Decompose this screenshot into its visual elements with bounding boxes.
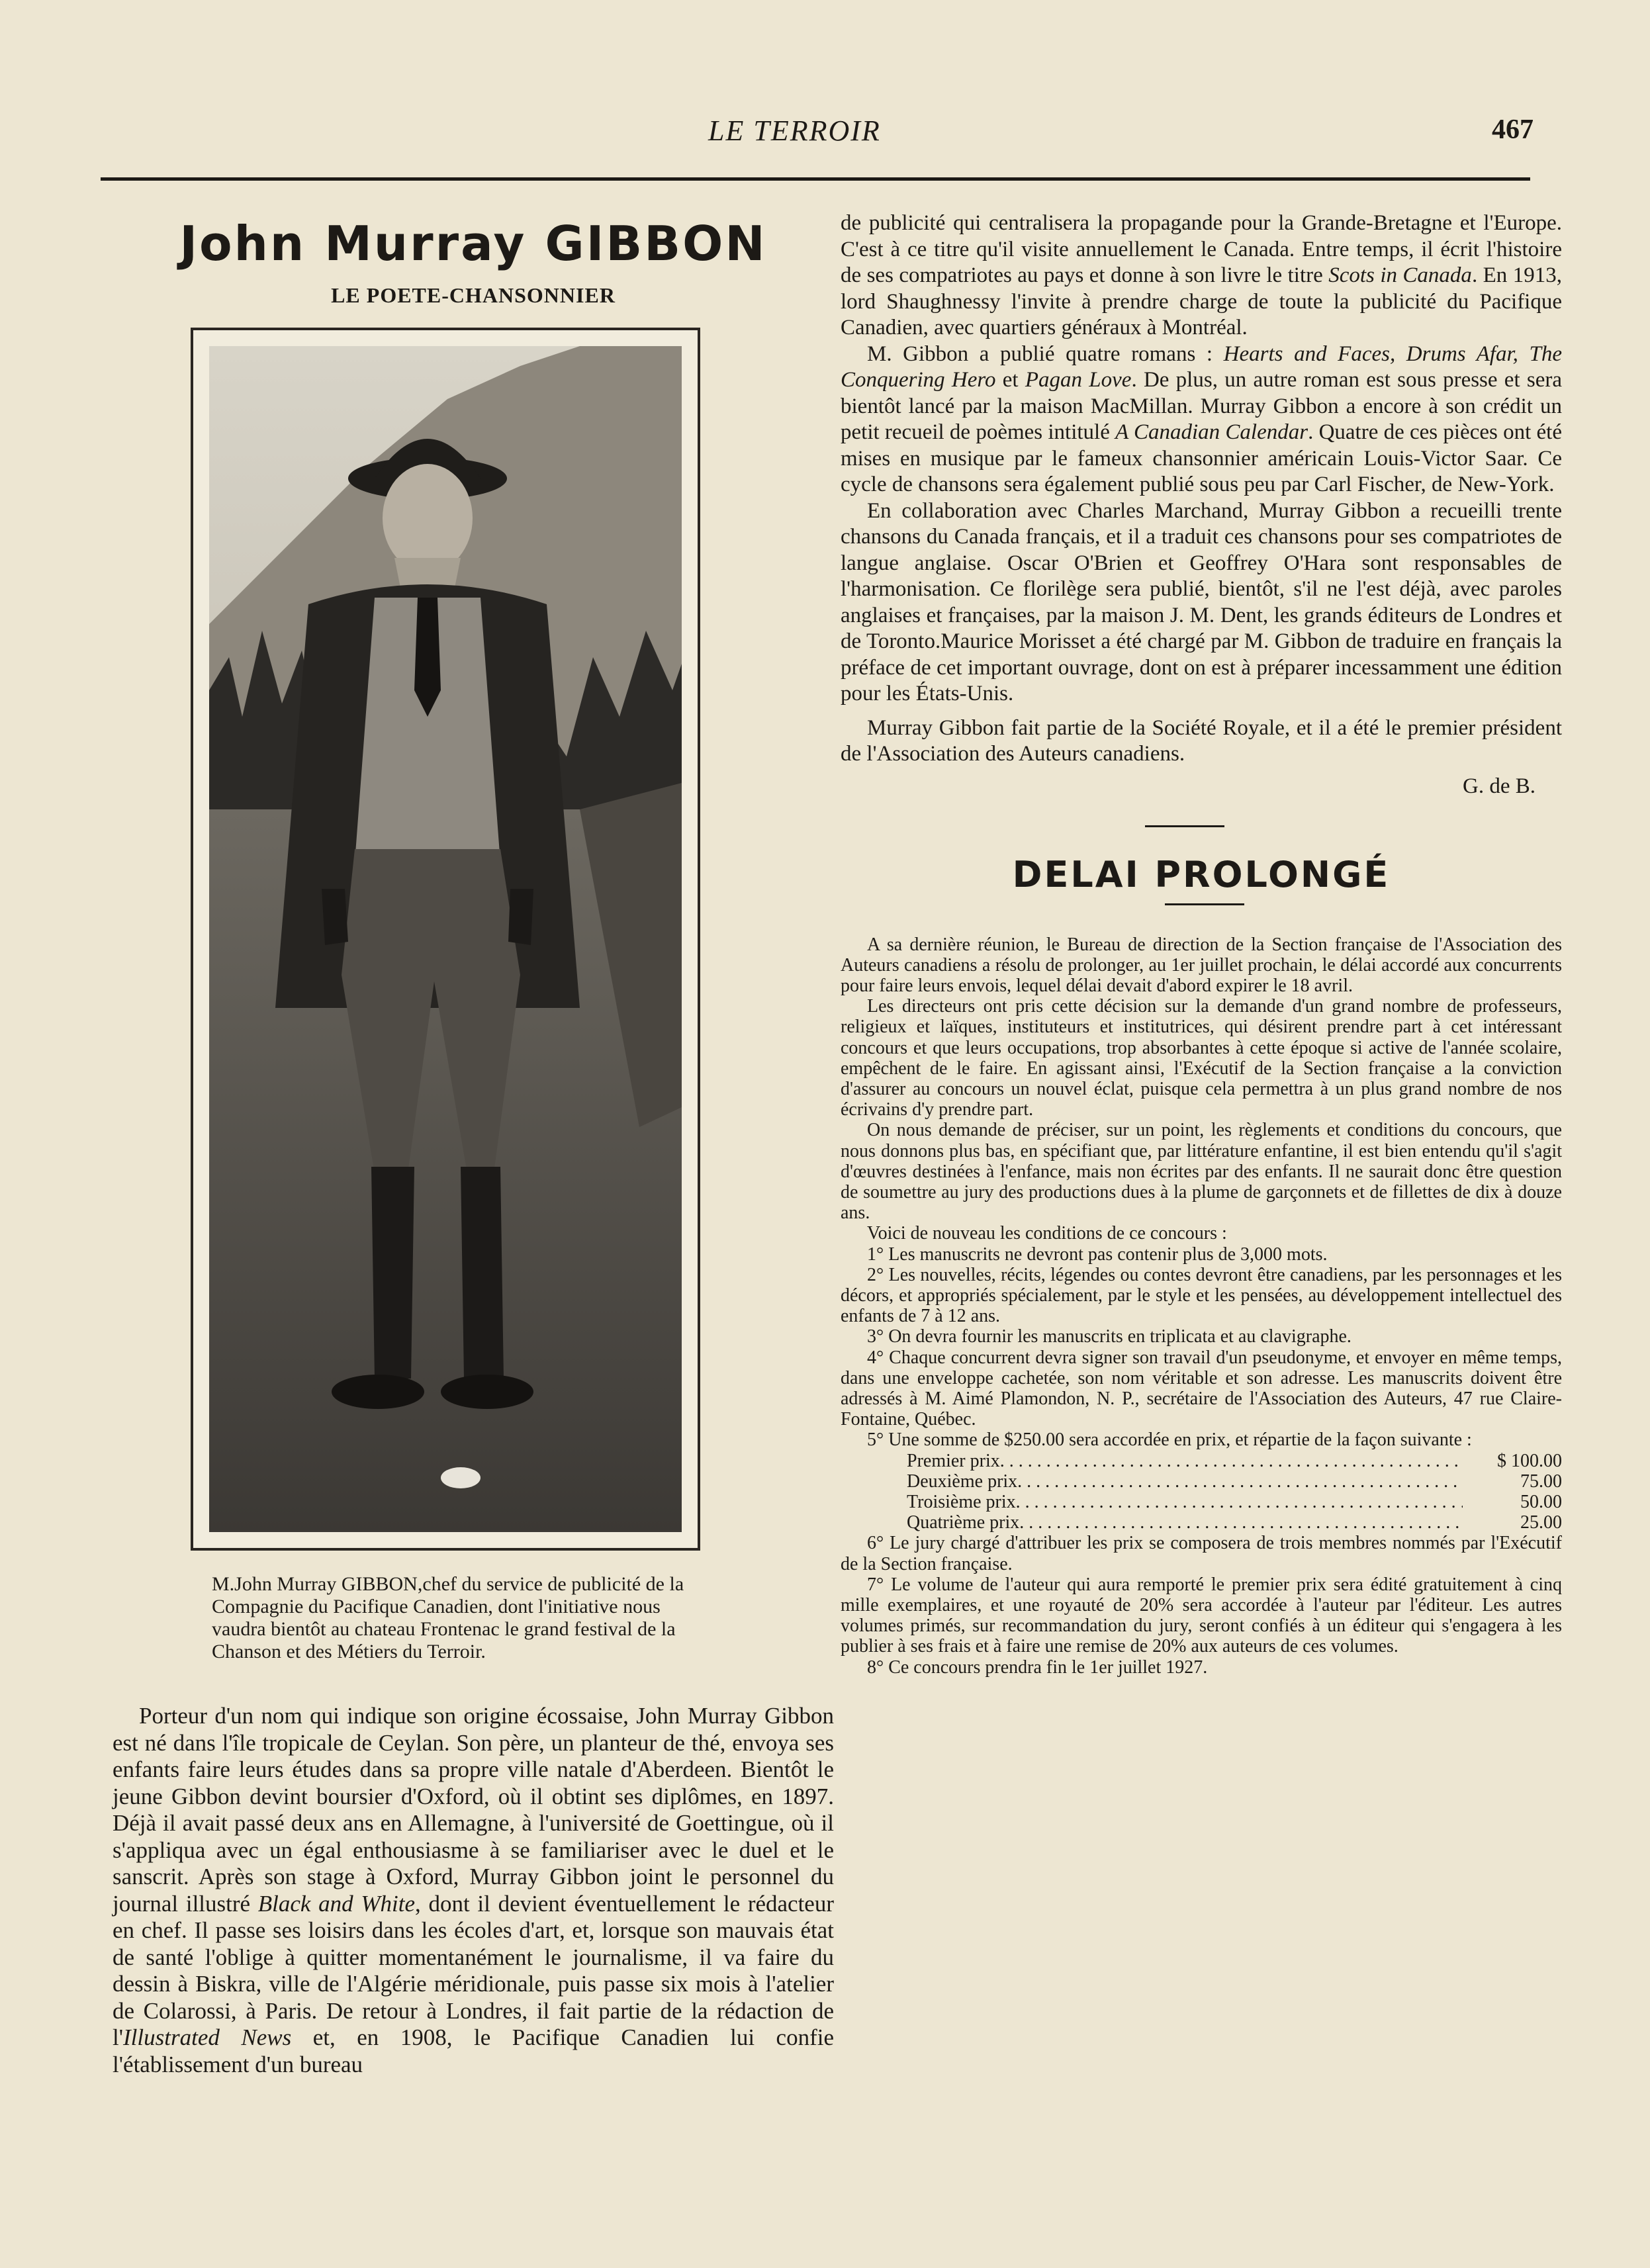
paragraph: Les directeurs ont pris cette décision sur la demande d'un grand nombre de professeurs, religieux et laïques, instituteurs et institutrices, qui désirent prendre part à cet intéressant concours et que leurs occupations, trop absorbantes à cette époque si active de l'année scolaire, empêchent de le faire. En agissant ainsi, l'Exécutif de la Section française a la conviction d'assurer au concours un nouvel éclat, puisque cela permettra à un plus grand nombre de nos écrivains d'y prendre part. [841,996,1562,1120]
prize-list [907,1451,1562,1533]
condition: 3° On devra fournir les manuscrits en triplicata et au clavigraphe. [867,1326,1352,1347]
prize-row [907,1512,1562,1533]
condition: 4° Chaque concurrent devra signer son travail d'un pseudonyme, et envoyer en même temps, dans une enveloppe cachetée, son nom véritable et son adresse. Les manuscrits doivent être adressés à M. Aimé Plamondon, N. P., secrétaire de l'Association des Auteurs, 47 rue Claire-Fontaine, Québec. [841,1347,1562,1430]
text-run: et [995,368,1025,392]
text-run: , dont il devient éventuellement le rédacteur en chef. Il passe ses loisirs dans les écoles d'art, et, lorsque son mauvais état de santé l'oblige à quitter momentanément le journalisme, il va faire du dessin à Biskra, ville de l'Algérie méridionale, puis passe six mois à l'atelier de Colarossi, à Paris. De retour à Londres, il fait partie de la rédaction de l' [113,1890,834,2050]
italic-title: Hearts and Faces, Drums Afar, The Conquering Hero [841,341,1562,392]
notice-body [841,934,1562,1678]
section-title: DELAI PROLONGÉ [1012,853,1391,895]
text-run: et, en 1908, le Pacifique Canadien lui confie l'établissement d'un bureau [113,2024,834,2077]
text-run: M. Gibbon a publié quatre romans : [867,341,1224,366]
running-header: LE TERROIR [708,114,881,147]
prize-row [907,1471,1562,1492]
condition: 5° Une somme de $250.00 sera accordée en prix, et répartie de la façon suivante : [867,1429,1472,1451]
divider [1145,825,1224,827]
condition: 8° Ce concours prendra fin le 1er juillet 1927. [867,1656,1208,1678]
text-run: de publicité qui centralisera la propagande pour la Grande-Bretagne et l'Europe. C'est à ce titre qu'il visite annuellement le Canada. Entre temps, il écrit l'histoire de ses compatriotes au pays et donne à son livre le titre [841,211,1562,287]
leader-dots [1000,1451,1463,1471]
italic-title: Illustrated News [123,2024,292,2050]
article-body-right [841,210,1562,768]
italic-title: Pagan Love [1025,368,1132,392]
article-title: John Murray GIBBON [179,216,767,271]
prize-label: Troisième prix [907,1491,1016,1512]
prize-row [907,1492,1562,1512]
text-run: . De plus, un autre roman est sous presse et sera bientôt lancé par la maison MacMillan. Murray Gibbon a encore à son crédit un petit recueil de poèmes intitulé [841,368,1563,444]
italic-title: Scots in Canada [1328,263,1472,287]
divider [1165,903,1244,905]
prize-amount: $ 100.00 [1497,1450,1562,1471]
left-column [113,199,834,2078]
paragraph: Murray Gibbon fait partie de la Société Royale, et il a été le premier président de l'Association des Auteurs canadiens. [841,715,1562,766]
text-run: . Quatre de ces pièces ont été mises en musique par le fameux chansonnier américain Louis-Victor Saar. Ce cycle de chansons sera également publié sous peu par Carl Fischer, de New-York. [841,420,1562,496]
prize-row [907,1451,1562,1471]
leader-dots [1019,1512,1463,1533]
paragraph: Voici de nouveau les conditions de ce concours : [867,1223,1227,1244]
prize-label: Deuxième prix [907,1471,1018,1492]
signature: G. de B. [1463,774,1535,798]
text-run: Porteur d'un nom qui indique son origine écossaise, John Murray Gibbon est né dans l'île tropicale de Ceylan. Son père, un planteur de thé, envoya ses enfants faire leurs études dans sa propre ville natale d'Aberdeen. Bientôt le jeune Gibbon devint boursier d'Oxford, où il obtint ses diplômes, en 1897. Déjà il avait passé deux ans en Allemagne, à l'université de Goettingue, où il s'appliqua avec un égal enthousiasme à se familiariser avec le duel et le sanscrit. Après son stage à Oxford, Murray Gibbon joint le personnel du journal illustré [113,1703,834,1917]
paragraph [113,1703,834,2078]
condition: 7° Le volume de l'auteur qui aura remporté le premier prix sera édité gratuitement à cinq mille exemplaires, et une royauté de 20% sera accordée à l'auteur par l'éditeur. Les autres volumes primés, sur recommandation du jury, seront confiés à un éditeur qui s'engagera à les publier à ses frais et à faire une remise de 20% aux auteurs de ces volumes. [841,1574,1562,1657]
prize-label: Premier prix [907,1450,1000,1471]
condition: 6° Le jury chargé d'attribuer les prix se composera de trois membres nommés par l'Exécutif de la Section française. [841,1533,1562,1574]
text-run: . En 1913, lord Shaughnessy l'invite à prendre charge de toute la publicité du Pacifique Canadien, avec quartiers généraux à Montréal. [841,263,1562,340]
paragraph [841,210,1562,341]
page-number: 467 [1492,114,1534,145]
paragraph [841,341,1562,498]
portrait-photo [191,328,700,1551]
paragraph: En collaboration avec Charles Marchand, Murray Gibbon a recueilli trente chansons du Canada français, et il a traduit ces chansons pour ses compatriotes de langue anglaise. Oscar O'Brien et Geoffrey O'Hara sont responsables de l'harmonisation. Ce florilège sera publié, bientôt, s'il ne l'est déjà, avec paroles anglaises et françaises, par la maison J. M. Dent, les grands éditeurs de Londres et de Toronto.Maurice Morisset a été chargé par M. Gibbon de traduire en français la préface de cet important ouvrage, dont on est à préparer incessamment une édition pour les États-Unis. [841,498,1562,705]
leader-dots [1016,1492,1463,1512]
leader-dots [1017,1471,1463,1492]
article-body-left [113,1703,834,2078]
article-subtitle: LE POETE-CHANSONNIER [331,283,616,307]
paragraph: On nous demande de préciser, sur un point, les règlements et conditions du concours, que nous donnons plus bas, en spécifiant que, par littérature enfantine, il est bien entendu qu'il s'agit d'œuvres destinées à l'enfance, mais non écrites par des enfants. Il ne saurait donc être question de soumettre au jury des productions dues à la plume de garçonnets et de fillettes de dix à douze ans. [841,1120,1562,1224]
condition: 1° Les manuscrits ne devront pas contenir plus de 3,000 mots. [867,1244,1328,1265]
photo-caption: M.John Murray GIBBON,chef du service de publicité de la Compagnie du Pacifique Canadien, dont l'initiative nous vaudra bientôt au chateau Frontenac le grand festival de la Chanson et des Métiers du Terroir. [212,1573,684,1662]
condition: 2° Les nouvelles, récits, légendes ou contes devront être canadiens, par les personnages et les décors, et appropriés spécialement, par le style et les pensées, au développement intellectuel des enfants de 7 à 12 ans. [841,1264,1562,1327]
portrait-illustration [209,346,682,1532]
right-column [841,210,1562,1678]
paragraph: A sa dernière réunion, le Bureau de direction de la Section française de l'Association des Auteurs canadiens a résolu de prolonger, au 1er juillet prochain, le délai accordé aux concurrents pour faire leurs envois, lequel délai devait d'abord expirer le 18 avril. [841,934,1562,996]
italic-title: A Canadian Calendar [1115,420,1308,444]
prize-amount: 25.00 [1520,1512,1562,1533]
italic-title: Black and White [257,1890,416,1917]
prize-label: Quatrième prix [907,1512,1020,1533]
header-rule [101,177,1530,181]
prize-amount: 75.00 [1520,1471,1562,1492]
prize-amount: 50.00 [1520,1491,1562,1512]
